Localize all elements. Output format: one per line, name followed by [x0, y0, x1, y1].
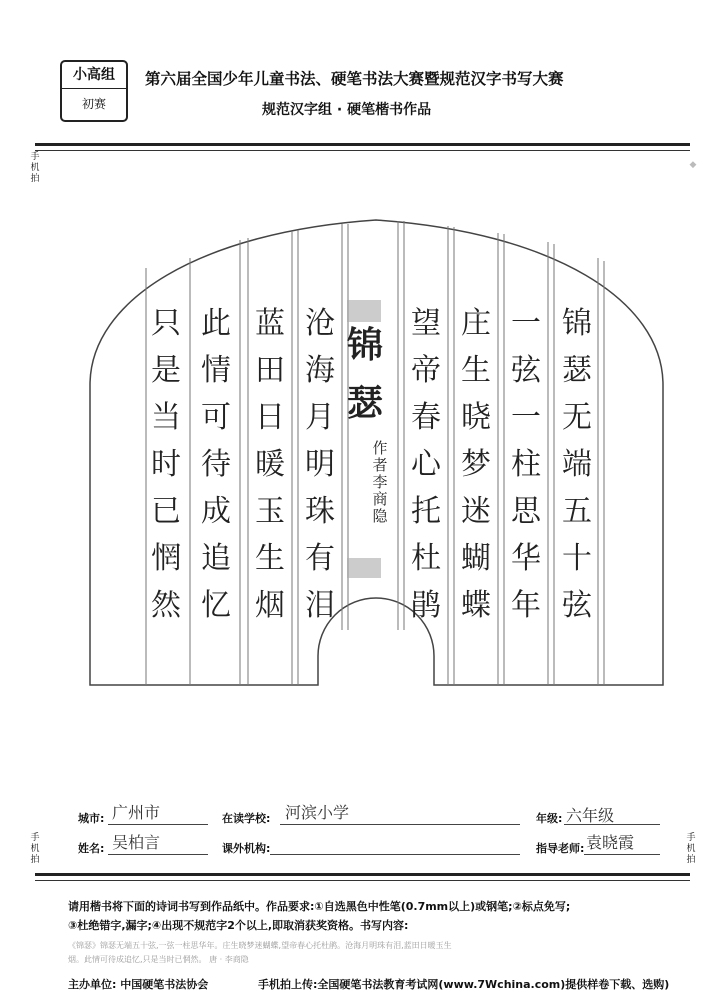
glyph: 是 [151, 353, 181, 388]
city-line [108, 824, 208, 825]
poem-line-6 [250, 300, 290, 629]
badge-round: 初赛 [81, 97, 106, 111]
instruction-line-2: ③杜绝错字,漏字;④出现不规范字2个以上,即取消获奖资格。书写内容: [68, 919, 409, 932]
instruction-rule-thin [35, 880, 690, 881]
glyph: 珠 [305, 494, 335, 529]
glyph: 时 [151, 447, 181, 482]
school-value: 河滨小学 [285, 803, 350, 822]
glyph: 日 [255, 400, 285, 435]
organizer: 主办单位: 中国硬笔书法协会 [68, 978, 209, 991]
glyph: 心 [411, 447, 441, 482]
glyph: 柱 [511, 447, 541, 482]
glyph: 鹃 [411, 588, 441, 623]
poem-line-7 [196, 300, 236, 629]
teacher-value: 袁晓霞 [586, 833, 635, 852]
glyph: 华 [511, 541, 541, 576]
instruction-rule [35, 873, 690, 876]
glyph: 可 [201, 400, 231, 435]
instruction-line-1: 请用楷书将下面的诗词书写到作品纸中。作品要求:①自选黑色中性笔(0.7mm以上)或钢笔;②标点免写; [68, 900, 571, 913]
glyph: 待 [201, 447, 231, 482]
contest-title: 第六届全国少年儿童书法、硬笔书法大赛暨规范汉字书写大赛 [145, 69, 564, 88]
glyph: 情 [201, 353, 231, 388]
glyph: 忆 [201, 588, 231, 623]
glyph: 此 [201, 306, 231, 341]
poem-line-1 [557, 300, 597, 629]
poem-line-3 [456, 300, 496, 629]
glyph: 梦 [461, 447, 491, 482]
school-label: 在读学校: [222, 812, 271, 825]
glyph: 五 [562, 494, 592, 529]
org-label: 课外机构: [222, 842, 271, 855]
grade-label: 年级: [536, 812, 563, 825]
glyph: 托 [411, 494, 441, 529]
glyph: 成 [201, 494, 231, 529]
glyph: 李 [372, 473, 388, 491]
poem-line-5 [300, 300, 340, 629]
side-mark-left-top: 手机拍 [30, 152, 40, 184]
poem-title [347, 316, 384, 432]
glyph: 晓 [461, 400, 491, 435]
glyph: 已 [151, 494, 181, 529]
glyph: 暖 [255, 447, 285, 482]
glyph: 玉 [255, 494, 285, 529]
glyph: 十 [562, 541, 592, 576]
side-mark-right-bottom: 手机拍 [686, 833, 696, 865]
poem-author [371, 440, 389, 525]
city-value: 广州市 [112, 803, 161, 822]
glyph: 庄 [461, 306, 491, 341]
name-label: 姓名: [78, 842, 105, 855]
poem-line-4 [406, 300, 446, 629]
glyph: 望 [411, 306, 441, 341]
school-line [280, 824, 520, 825]
contest-subtitle: 规范汉字组 · 硬笔楷书作品 [262, 102, 432, 118]
glyph: 瑟 [347, 382, 384, 424]
glyph: 只 [151, 306, 181, 341]
glyph: 蓝 [255, 306, 285, 341]
content-text-2: 烟。此情可待成追忆,只是当时已惘然。 唐 · 李商隐 [68, 955, 249, 964]
badge-group: 小高组 [62, 62, 126, 89]
glyph: 惘 [151, 541, 181, 576]
glyph: 海 [305, 353, 335, 388]
glyph: 春 [411, 400, 441, 435]
glyph: 端 [562, 447, 592, 482]
glyph: 者 [372, 456, 388, 474]
glyph: 一 [511, 400, 541, 435]
glyph: 有 [305, 541, 335, 576]
glyph: 锦 [347, 324, 384, 366]
glyph: 弦 [511, 353, 541, 388]
glyph: 杜 [411, 541, 441, 576]
glyph: 当 [151, 400, 181, 435]
teacher-label: 指导老师: [536, 842, 585, 855]
name-line [108, 854, 208, 855]
name-value: 吴柏言 [112, 833, 161, 852]
poem-line-8 [146, 300, 186, 629]
glyph: 泪 [305, 588, 335, 623]
glyph: 蝶 [461, 588, 491, 623]
glyph: 沧 [305, 306, 335, 341]
glyph: 田 [255, 353, 285, 388]
side-mark-left-bottom: 手机拍 [30, 833, 40, 865]
glyph: 弦 [562, 588, 592, 623]
city-label: 城市: [78, 812, 105, 825]
grade-value: 六年级 [566, 806, 615, 825]
upload-info: 手机拍上传:全国硬笔书法教育考试网(www.7Wchina.com)提供样卷下载、选购) [258, 978, 670, 991]
glyph: 蝴 [461, 541, 491, 576]
glyph: 迷 [461, 494, 491, 529]
glyph: 瑟 [562, 353, 592, 388]
glyph: 锦 [562, 306, 592, 341]
glyph: 生 [461, 353, 491, 388]
glyph: 年 [511, 588, 541, 623]
poem-line-2 [506, 300, 546, 629]
glyph: 烟 [255, 588, 285, 623]
glyph: 隐 [372, 507, 388, 525]
glyph: 追 [201, 541, 231, 576]
side-mark-right-top: ◆ [689, 160, 697, 170]
glyph: 然 [151, 588, 181, 623]
glyph: 月 [305, 400, 335, 435]
glyph: 思 [511, 494, 541, 529]
glyph: 一 [511, 306, 541, 341]
glyph: 明 [305, 447, 335, 482]
org-line [270, 854, 520, 855]
glyph: 生 [255, 541, 285, 576]
glyph: 帝 [411, 353, 441, 388]
glyph: 商 [372, 490, 388, 508]
grade-line [564, 824, 660, 825]
teacher-line [584, 854, 660, 855]
glyph: 无 [562, 400, 592, 435]
glyph: 作 [372, 439, 388, 457]
content-text-1: 《锦瑟》锦瑟无端五十弦,一弦一柱思华年。庄生晓梦迷蝴蝶,望帝春心托杜鹃。沧海月明珠有泪,蓝田日暖玉生 [68, 941, 452, 950]
